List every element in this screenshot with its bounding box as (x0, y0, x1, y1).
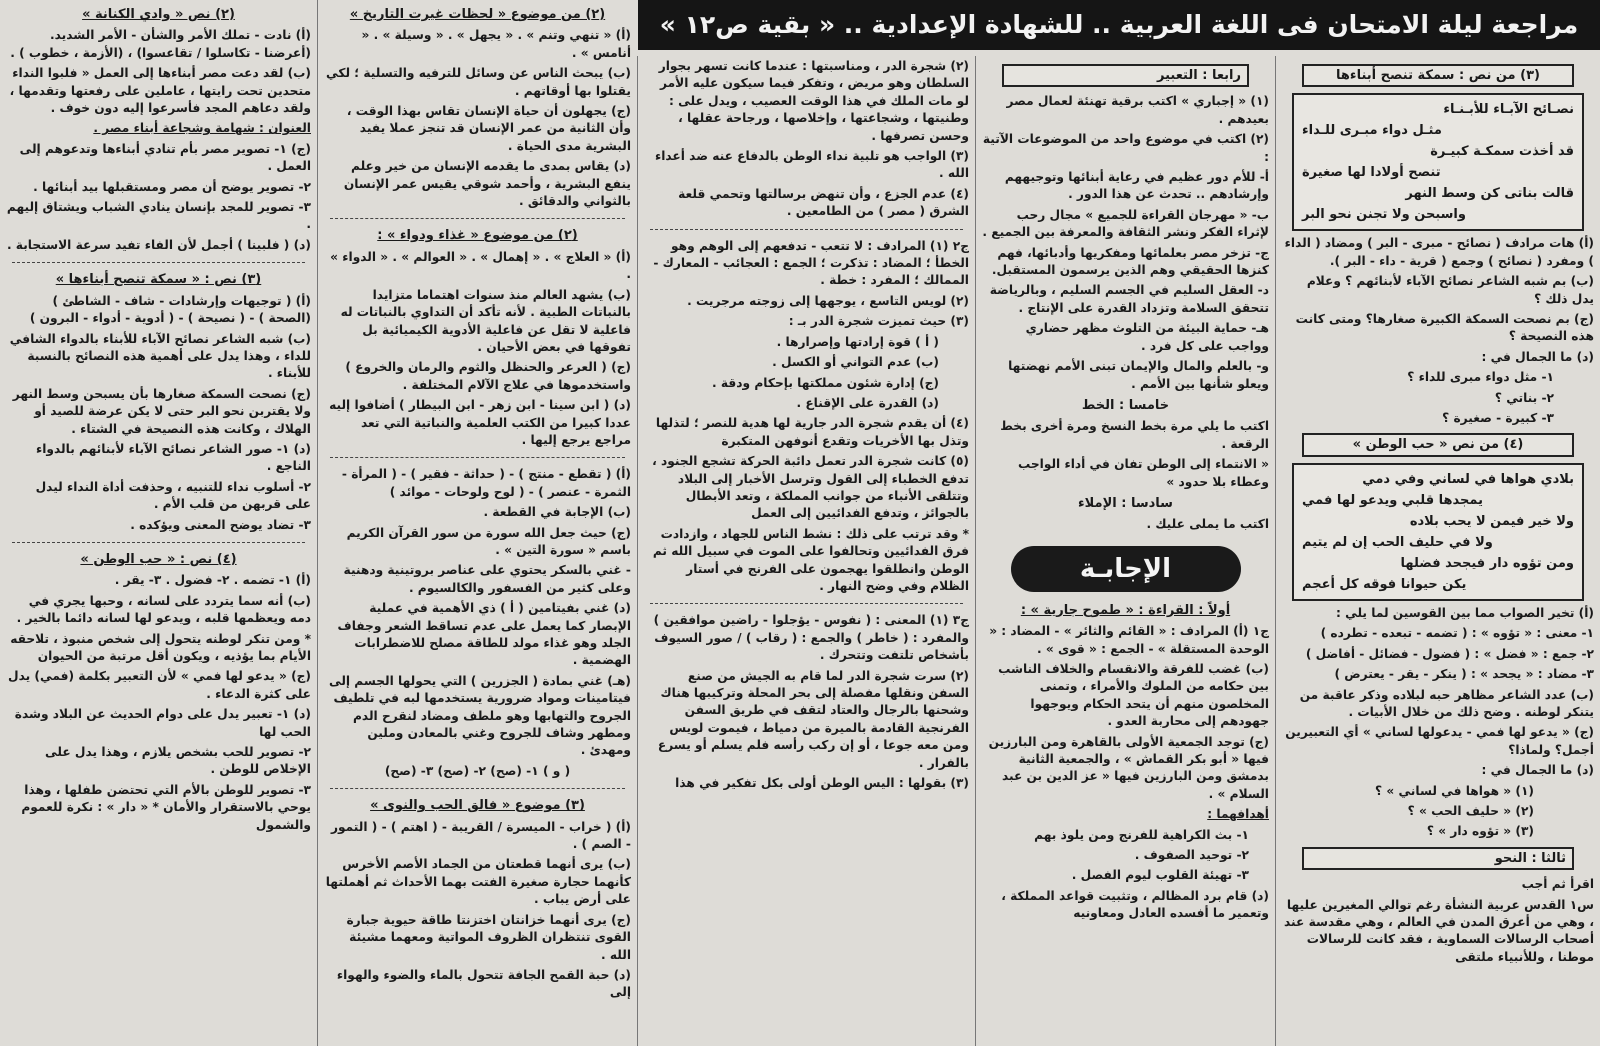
question: هـ- حماية البيئة من التلوث مظهر حضاري وواجب على كل فرد . (1025, 321, 1269, 353)
answer: (٣) الواجب هو تلبية نداء الوطن بالدفاع عنه ضد أعداء الله . (654, 149, 969, 181)
section-header: خامسا : الخط (1081, 397, 1170, 413)
answer: (د) يقاس بمدى ما يقدمه الإنسان من خير وعلم ينفع البشرية ، وأحمد شوقي يقيس عمر الإنسان بالثواني والدقائق . (343, 159, 631, 209)
answer: (أ) ١- تضمه . ٢- فضول . ٣- يقر . (114, 573, 311, 588)
section-header: (٤) من نص « حب الوطن » (1302, 433, 1574, 456)
answer: (أ) « العلاج » . « إهمال » . « العوالم » . « الدواء » . (330, 249, 631, 282)
question: ١- معنى : « تؤوه » : ( تضمه - تبعده - تطرده ) (1320, 626, 1594, 641)
column-3 (637, 56, 975, 1046)
section-header: رابعا : التعبير (1002, 64, 1249, 87)
question: (ج) « يدعو لها فمي - يدعولها لساني » أي التعبيرين أجمل؟ ولماذا؟ (1285, 725, 1594, 757)
answer: (ج) يرى أنهما خزانتان اختزنتا طاقة حيوية جبارة القوى تنتظران الظروف المواتية ومعهما مشيئة الله . (346, 912, 631, 962)
question: ٣- مضاد : « يجحد » : ( ينكر - يقر - يعترض ) (1334, 667, 1594, 682)
answer: ٢- تصوير يوضح أن مصر ومستقبلها بيد أبنائها . (33, 179, 311, 194)
answer: ج٢ (١) المرادف : لا تتعب - تدفعهم إلى الوهم وهو الخطأ ؛ المضاد : تذكرت ؛ الجمع : العجائب - المعارك - الممالك ؛ المفرد : خطة . (653, 238, 969, 288)
answer: (ج) يجهلون أن حياة الإنسان تقاس بهذا الوقت ، وأن الثانية من عمر الإنسان قد تنجز عملا يفيد البشرية مدى الحياة . (346, 104, 631, 153)
divider (650, 603, 963, 604)
question: (٢) « حليف الحب » ؟ (1407, 803, 1534, 818)
answer: (ب) يرى أنهما قطعتان من الجماد الأصم الأخرس كأنهما حجارة صغيرة الفتت بهما الأحداث ثم أهملتها على أرض يباب . (325, 857, 631, 907)
answer: (٢) شجرة الدر ، ومناسبتها : عندما كانت تسهر بجوار السلطان وهو مريض ، وتفكر فيما سيكون عليه الأمر لو مات الملك في هذا الوقت العصيب ، ويدل على : وطنيتها ، وشجاعتها ، وإخلاصها ، ورجاحة عقلها ، وحسن تصرفها . (658, 59, 969, 143)
answer: ٣- تصوير للمجد بإنسان ينادي الشباب ويشتاق إليهم . (6, 200, 311, 232)
answer: (٤) أن يقدم شجرة الدر جارية لها هدية للنصر ؛ لتذلها وتذل بها الأخريات وتقدع أنوفهن المتكبرة (655, 416, 969, 448)
poem-line: بلادي هواها في لساني وفي دمي (1362, 471, 1574, 487)
answer: (د) ( ابن سينا - ابن زهر - ابن البيطار ) أضافوا إليه عددا كبيرا من الكتب العلمية والنباتية التي تعد مراجع يرجع إليها . (329, 398, 631, 447)
answer: (ج) نصحت السمكة صغارها بأن يسبحن وسط النهر ولا يقتربن نحو البر حتى لا يكن عرضة للصيد أو الهلاك ، وكانت هذه النصيحة في الشتاء . (12, 386, 311, 436)
answer: (ب) يشهد العالم منذ سنوات اهتماما متزايدا بالنباتات الطبية . لأنه تأكد أن التداوي بالنباتات له فاعلية لا تقل عن فاعلية الأدوية الكيميائية بل تفوقها في بعض الأحيان . (340, 287, 631, 354)
poem-line: تنصح أولادا لها صغيرة (1302, 165, 1441, 181)
poem-line: قد أخذت سمكـة كبيـرة (1430, 144, 1574, 160)
question: اكتب ما يلي مرة بخط النسخ ومرة أخرى بخط الرقعة . (1000, 419, 1269, 451)
answer: (ج) توجد الجمعية الأولى بالقاهرة ومن البارزين فيها « أبو بكر القماش » ، والجمعية الثانية بدمشق ومن البارزين فيها « عز الدين بن عبد السلام » . (988, 734, 1269, 801)
answer: (أ) ( توجيهات وإرشادات - شاف - الشاطئ ) (الصحة ) - ( نصيحة ) - ( أدوية - أدواء - البرون ) (29, 293, 311, 326)
answer: ٣- تهيئة القلوب ليوم الفصل . (1071, 868, 1249, 883)
divider (650, 229, 963, 230)
question: (أ) هات مرادف ( نصائح - مبرى - البر ) ومضاد ( الداء ) ومفرد ( نصائح ) وجمع ( قرية - داء - البر ). (1284, 236, 1594, 268)
answer: (د) حبة القمح الجافة تتحول بالماء والضوء والهواء إلى (336, 967, 631, 1000)
answer: (أ) نادت - تملك الأمر والشأن - الأمر الشديد. (أعرضنا - تكاسلوا / تقاعسوا) ، (الأزمة ، خطوب ) . (10, 28, 311, 60)
answer: ٣- تضاد يوضح المعنى ويؤكده . (130, 517, 311, 532)
divider (330, 457, 625, 458)
poem-box (1292, 463, 1584, 601)
divider (12, 542, 305, 543)
question: س١ القدس عربية النشأة رغم توالي المغيرين عليها ، وهي من أعرق المدن في العالم ، وهي مقدسة عند أصحاب الرسالات السماوية ، فقد كانت للرسالات موطنا ، وللأنبياء ملتقى (1284, 897, 1594, 964)
answer: (أ) ( تقطع - منتج ) - ( حداثة - فقير ) - ( المرأة - الثمرة - عنصر ) - ( لوح ولوحات - موائد ) (341, 467, 631, 499)
answer: (٣) حيث تميزت شجرة الدر بـ : (788, 314, 969, 329)
answer: (٢) لويس التاسع ، يوجهها إلى زوجته مرجريت . (687, 293, 969, 308)
divider (330, 218, 625, 219)
answer: (ج) حيث جعل الله سورة من سور القرآن الكريم باسم « سورة التين » . (346, 525, 631, 557)
answer: (ج) ( العرعر والحنظل والثوم والرمان والخروع ) واستخدموها في علاج الآلام المختلفة . (345, 360, 631, 392)
column-2 (975, 56, 1275, 1046)
poem-line: ولا في حليف الحب إن لم يتيم (1302, 534, 1493, 550)
question: (ب) عدد الشاعر مظاهر حبه لبلاده وذكر عاقبة من يتنكر لوطنه . وضح ذلك من خلال الأبيات . (1299, 687, 1594, 719)
answer: ٢- تصوير للحب بشخص يلازم ، وهذا يدل على الإخلاص للوطن . (45, 745, 311, 777)
poem-line: ولا خير فيمن لا يحب بلاده (1409, 513, 1574, 529)
answer: ٢- توحيد الصفوف . (1134, 848, 1249, 863)
answer: (هـ) غني بمادة ( الجزرين ) التي يحولها الجسم إلى فيتامينات ومواد ضرورية يستخدمها لبه في تلطيف الجروح والتهابها وهو ملطف ومضاد لنقرح الدم ومطهر وشاف للجروح وغني بالمعادن وملين ومهدئ . (328, 673, 631, 758)
answer: ٣- تصوير للوطن بالأم التي تحتضن طفلها ، وهذا يوحي بالاستقرار والأمان * « دار » : نكرة للعموم والشمول (21, 782, 311, 832)
section-header: سادسا : الإملاء (1078, 495, 1173, 511)
answer: (٤) عدم الجزع ، وأن تنهض برسالتها وتحمي قلعة الشرق ( مصر ) من الطامعين . (678, 186, 969, 219)
section-header: أولاً : القراءة : « طموح جارية » : (1020, 602, 1231, 618)
section-header: (٢) من موضوع « غذاء ودواء » : (377, 228, 578, 244)
answer: ( أ ) قوة إرادتها وإصرارها . (776, 334, 939, 349)
poem-line: يمجدها قلبي ويدعو لها فمي (1302, 492, 1483, 508)
divider (330, 788, 625, 789)
poem-line: نصـائح الآبـاء للأبـنـاء (1443, 102, 1574, 118)
poem-line: يكن حيوانا فوقه كل أعجم (1302, 576, 1467, 592)
poem-line: قالت بناتى كن وسط النهر (1405, 186, 1574, 202)
poem-line: ومن تؤوه دار فيجحد فضلها (1400, 555, 1574, 571)
question: ج- تزخر مصر بعلمائها ومفكريها وأدبائها، فهم كنزها الحقيقي وهم الذين يرسمون المستقبل. (991, 245, 1269, 278)
question: اكتب ما يملى عليك . (1146, 517, 1269, 532)
column-1 (1275, 56, 1600, 1046)
question: و- بالعلم والمال والإيمان تبنى الأمم نهضتها ويعلو شأنها بين الأمم . (1008, 359, 1269, 391)
section-header: (٢) نص « وادي الكنانة » (82, 7, 235, 22)
answer: (ج) ١- تصوير مصر بأم تنادي أبناءها وتدعوهم إلى العمل . (19, 141, 311, 174)
question: (ب) بم شبه الشاعر نصائح الآباء لأبنائهم ؟ وعلام يدل ذلك ؟ (1306, 274, 1594, 306)
answer: (٢) سرت شجرة الدر لما قام به الجيش من صنع السفن ونقلها مفصلة إلى بحر المحلة وتركيبها هناك وشحنها بالرجال والعتاد لتقف في طريق السفن الفرنجية القادمة بالميرة من دمياط ، فيموت لويس ومن معه جوعا ، أو إن ركب رأسه فلم يسلم أو يسرع بالفرار . (657, 668, 969, 770)
question: ٢- بناتي ؟ (1494, 390, 1554, 405)
column-4 (317, 0, 637, 1046)
answer: (٥) كانت شجرة الدر تعمل دائبة الحركة تشجع الجنود ، تدفع الخطباء إلى القول وترسل الأخبار إلى البلاد وتتلقى الأنباء من جوانب المملكة ، وتعد الأبطال بالجوائز ، وتدفع الفدائيين إلى العمل (652, 454, 969, 521)
section-header: (٢) من موضوع « لحظات غيرت التاريخ » (349, 7, 606, 22)
answer: (ج) « يدعو لها فمي » لأن التعبير بكلمة (فمي) يدل على كثرة الدعاء . (8, 669, 311, 701)
answer: ٢- أسلوب نداء للتنبيه ، وحذفت أداة النداء ليدل على قربهن من قلب الأم . (35, 479, 311, 512)
section-header: ثالثا : النحو (1302, 847, 1574, 870)
question: أ- للأم دور عظيم في رعاية أبنائها وتوجيههم وإرشادهم .. تحدث عن هذا الدور . (1004, 170, 1269, 202)
answer: (د) ١- صور الشاعر نصائح الآباء لأبنائهم بالدواء الناجع . (36, 441, 311, 474)
answer: ١- بث الكراهية للفرنج ومن يلوذ بهم (1034, 827, 1249, 842)
answer: (٣) بقولها : اليس الوطن أولى بكل تفكير في هذا (675, 776, 969, 791)
question: ١- مثل دواء مبرى للداء ؟ (1407, 370, 1554, 385)
answer: (ب) عدم التواني أو الكسل . (772, 355, 939, 370)
answer: (ب) لقد دعت مصر أبناءها إلى العمل « فلبوا النداء متحدين تحت رايتها ، عاملين على رفعتها وتقدمها ، ولقد دعاهم المجد فأسرعوا إليه دون خوف . (9, 66, 311, 116)
answer: (ب) غضب للفرقة والانقسام والخلاف الناشب بين حكامه من الملوك والأمراء ، وتمنى المخلصون منهم أن يتحد الحكام ويوجهوا جهودهم إلى محاربة العدو . (998, 661, 1269, 729)
question: د- العقل السليم في الجسم السليم ، وبالرياضة تتحقق السلامة وتزداد القدرة على الإنتاج . (989, 283, 1269, 315)
question: ٢- جمع : « فضل » : ( فضول - فضائل - أفاضل ) (1305, 646, 1594, 661)
question: (١) « إجباري » اكتب برقية تهنئة لعمال مصر بعيدهم . (1006, 94, 1269, 126)
page-banner: مراجعة ليلة الامتحان فى اللغة العربية .. للشهادة الإعدادية .. « بقية ص١٢ » (638, 0, 1600, 50)
question: (٣) « تؤوه دار » ؟ (1426, 824, 1534, 839)
answer: (أ) « تنهي وتنم » . « يجهل » . « وسيلة » . « أنامس » . (361, 28, 631, 60)
question: ٣- كبيرة - صغيرة ؟ (1442, 411, 1554, 426)
question: (د) ما الجمال في : (1481, 349, 1594, 364)
question: (١) « هواها في لساني » ؟ (1375, 783, 1534, 798)
poem-box (1292, 93, 1584, 231)
answer: (ب) يبحث الناس عن وسائل للترفيه والتسلية ؛ لكي يقتلوا بها أوقاتهم . (326, 66, 631, 98)
question: ب- « مهرجان القراءة للجميع » مجال رحب لإثراء الفكر ونشر الثقافة والمعرفة بين الجميع . (982, 207, 1269, 240)
column-5 (0, 0, 317, 1046)
answer: (ب) الإجابة في القطعة . (483, 505, 631, 520)
answer: أهدافهما : (1207, 807, 1269, 822)
answer: (أ) ( خراب - الميسرة / القريبة - ( اهتم ) - ( التمور - الصم ) . (330, 819, 631, 852)
answer: ج٣ (١) المعنى : ( نفوس - يؤجلوا - راضين موافقين ) والمفرد : ( خاطر ) والجمع : ( رقاب ) / صور السيوف بأشخاص تلتفت وتتحرك . (653, 613, 969, 663)
poem-line: واسبحن ولا تجنن نحو البر (1302, 207, 1466, 223)
answer: العنوان : شهامة وشجاعة أبناء مصر . (93, 121, 311, 136)
answer: * ومن تنكر لوطنه يتحول إلى شخص منبوذ ، تلاحقه الأيام بما يؤذيه ، ويكون أقل مرتبة من الحيوان (10, 631, 311, 663)
answer: (ب) شبه الشاعر نصائح الآباء للأبناء بالدواء الشافي للداء ، وهذا يدل على أهمية هذه النصائح بالنسبة للأبناء . (9, 331, 311, 381)
section-header: (٣) موضوع « فالق الحب والنوى » (370, 798, 585, 814)
question: « الانتماء إلى الوطن تفان في أداء الواجب وعطاء بلا حدود » (1017, 457, 1269, 489)
answer: (ج) إدارة شئون مملكتها بإحكام ودقة . (712, 375, 939, 390)
question: (ج) بم نصحت السمكة الكبيرة صغارها؟ ومتى كانت هذه النصيحة ؟ (1295, 312, 1594, 344)
divider (12, 262, 305, 263)
answer: (د) القدرة على الإقناع . (796, 395, 939, 410)
answer: (د) ( فلبينا ) أجمل لأن الفاء تفيد سرعة الاستجابة . (6, 237, 311, 252)
section-header: (٤) نص : « حب الوطن » (80, 551, 237, 567)
question: (٢) اكتب في موضوع واحد من الموضوعات الآتية : (982, 132, 1269, 164)
answer: ( و ) ١- (صح) ٢- (صح) ٣- (صح) (384, 763, 571, 778)
answer: * وقد ترتب على ذلك : نشط الناس للجهاد ، وازدادت فرق الفدائيين وتحالفوا على الموت في سبيل الله ثم الوطن وانطلقوا يهجمون على الفرنج في أستار الظلام وفي وضح النهار . (652, 526, 969, 593)
section-header: (٣) من نص : سمكة تنصح أبناءها (1302, 64, 1574, 87)
question: (أ) تخير الصواب مما بين القوسين لما يلي : (1336, 605, 1594, 620)
question: (د) ما الجمال في : (1481, 763, 1594, 778)
answer: (ب) أنه سما يتردد على لسانه ، وحبها يجري في دمه ويعظمها قلبه ، ويدعو لها لسانه دائما بالخير . (16, 593, 311, 626)
answer-title: الإجابـة (1011, 546, 1241, 592)
answer: (د) ١- تعبير يدل على دوام الحديث عن البلاد وشدة الحب لها (14, 707, 311, 739)
section-header: (٣) نص : « سمكة تنصح أبناءها » (55, 272, 262, 288)
answer: ج١ (أ) المرادف : « القائم والثائر » - المضاد : « الوحدة المستقلة » - الجمع : « قوى » . (989, 624, 1269, 656)
answer: (د) قام برد المظالم ، وتثبيت قواعد المملكة ، وتعمير ما أفسده العادل ومعاونيه (1001, 888, 1269, 921)
poem-line: مثـل دواء مبـرى للـداء (1302, 123, 1442, 139)
answer: - غني بالسكر يحتوي على عناصر بروتينية ودهنية وعلى كثير من الفسفور والكالسيوم . (343, 563, 631, 595)
answer: (د) غني بفيتامين ( أ ) ذي الأهمية في عملية الإبصار كما يعمل على عدم تساقط الشعر وجفاف الجلد وهو غذاء مولد للطاقة مصلح للاضطرابات الهضمية . (337, 601, 631, 668)
question: اقرأ ثم أجب (1521, 877, 1594, 892)
